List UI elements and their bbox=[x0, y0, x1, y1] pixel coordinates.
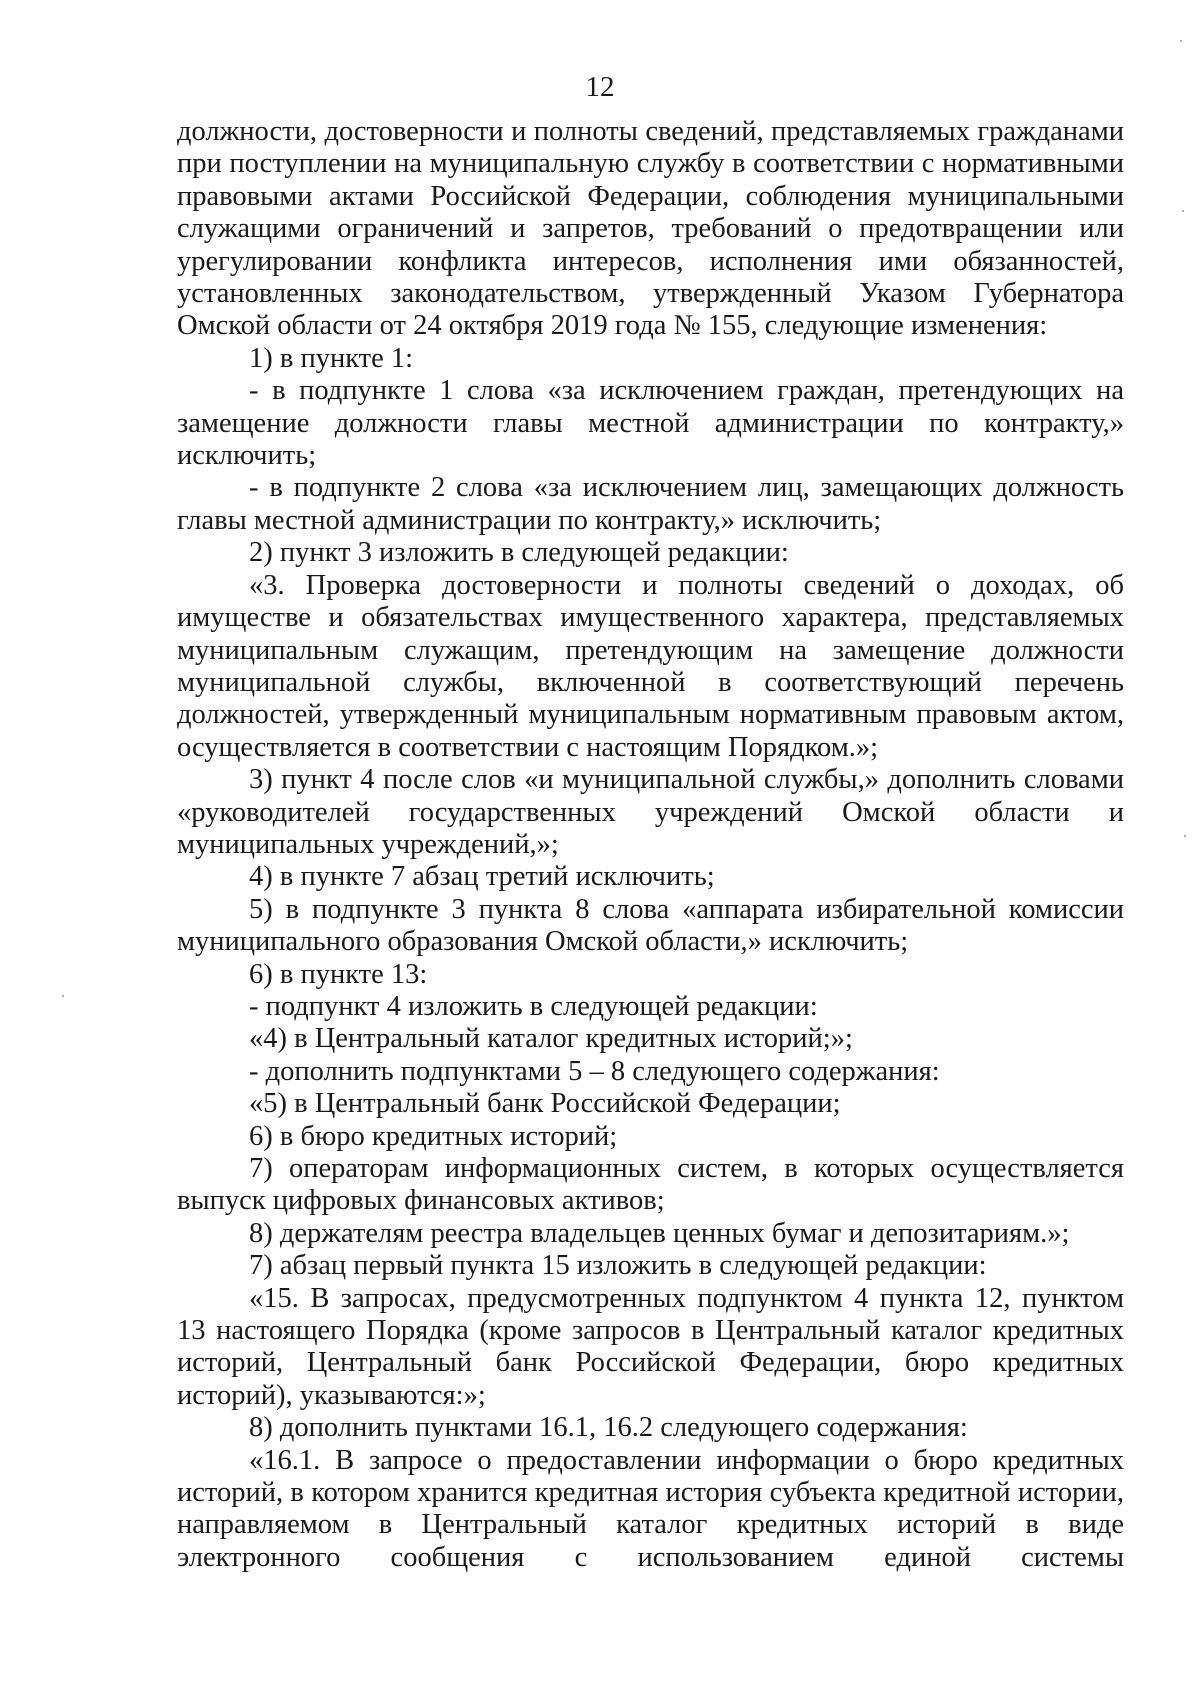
paragraph-item-1: 1) в пункте 1: bbox=[249, 342, 414, 374]
document-body bbox=[177, 116, 1124, 1574]
paragraph-quote-subitem-5: «5) в Центральный банк Российской Федерации; bbox=[249, 1088, 841, 1120]
scan-speck bbox=[1184, 835, 1186, 837]
paragraph-subitem-8: 8) держателям реестра владельцев ценных бумаг и депозитариям.»; bbox=[249, 1217, 1070, 1249]
paragraph-item-6: 6) в пункте 13: bbox=[249, 958, 428, 990]
paragraph-subitem-4: - подпункт 4 изложить в следующей редакции: bbox=[249, 990, 818, 1022]
paragraph-subitems-5-8: - дополнить подпунктами 5 – 8 следующего содержания: bbox=[249, 1055, 940, 1087]
paragraph-subitem-1: - в подпункте 1 слова «за исключением граждан, претендующих на замещение должности главы местной администрации по контракту,» исключить; bbox=[177, 375, 1124, 472]
paragraph-item-5: 5) в подпункте 3 пункта 8 слова «аппарата избирательной комиссии муниципального образования Омской области,» исключить; bbox=[177, 893, 1124, 958]
paragraph-quote-point-16-1: «16.1. В запросе о предоставлении информации о бюро кредитных историй, в котором хранится кредитная история субъекта кредитной истории, направляемом в Центральный каталог кредитных историй в виде электронного сообщения с использованием единой системы bbox=[177, 1444, 1124, 1573]
paragraph-continuation: должности, достоверности и полноты сведений, представляемых гражданами при поступлении на муниципальную службу в соответствии с нормативными правовыми актами Российской Федерации, соблюдения муниципальными служащими ограничений и запретов, требований о предотвращении или урегулировании конфликта интересов, исполнения ими обязанностей, установленных законодательством, утвержденный Указом Губернатора Омской области от 24 октября 2019 года № 155, следующие изменения: bbox=[177, 116, 1124, 342]
paragraph-item-4: 4) в пункте 7 абзац третий исключить; bbox=[249, 861, 715, 893]
paragraph-quote-subitem-4: «4) в Центральный каталог кредитных историй;»; bbox=[249, 1023, 853, 1055]
paragraph-subitem-6: 6) в бюро кредитных историй; bbox=[249, 1120, 618, 1152]
paragraph-subitem-2: - в подпункте 2 слова «за исключением лиц, замещающих должность главы местной администрации по контракту,» исключить; bbox=[177, 472, 1124, 536]
paragraph-quote-point-15: «15. В запросах, предусмотренных подпунктом 4 пункта 12, пунктом 13 настоящего Порядка (кроме запросов в Центральный каталог кредитных историй, Центральный банк Российской Федерации, бюро кредитных историй), указываются:»; bbox=[177, 1282, 1124, 1411]
paragraph-quote-point-3: «3. Проверка достоверности и полноты сведений о доходах, об имуществе и обязательствах имущественного характера, представляемых муниципальным служащим, претендующим на замещение должности муниципальной службы, включенной в соответствующий перечень должностей, утвержденный муниципальным нормативным правовым актом, осуществляется в соответствии с настоящим Порядком.»; bbox=[177, 569, 1124, 763]
scan-speck bbox=[1182, 210, 1184, 212]
paragraph-item-8: 8) дополнить пунктами 16.1, 16.2 следующего содержания: bbox=[249, 1412, 968, 1444]
paragraph-item-3: 3) пункт 4 после слов «и муниципальной службы,» дополнить словами «руководителей государственных учреждений Омской области и муниципальных учреждений,»; bbox=[177, 764, 1124, 860]
paragraph-subitem-7: 7) операторам информационных систем, в которых осуществляется выпуск цифровых финансовых активов; bbox=[177, 1153, 1124, 1217]
scan-speck bbox=[1180, 40, 1182, 42]
paragraph-item-7: 7) абзац первый пункта 15 изложить в следующей редакции: bbox=[249, 1250, 987, 1282]
page-number: 12 bbox=[585, 71, 615, 103]
scan-speck bbox=[62, 995, 64, 997]
paragraph-item-2: 2) пункт 3 изложить в следующей редакции: bbox=[249, 537, 789, 569]
